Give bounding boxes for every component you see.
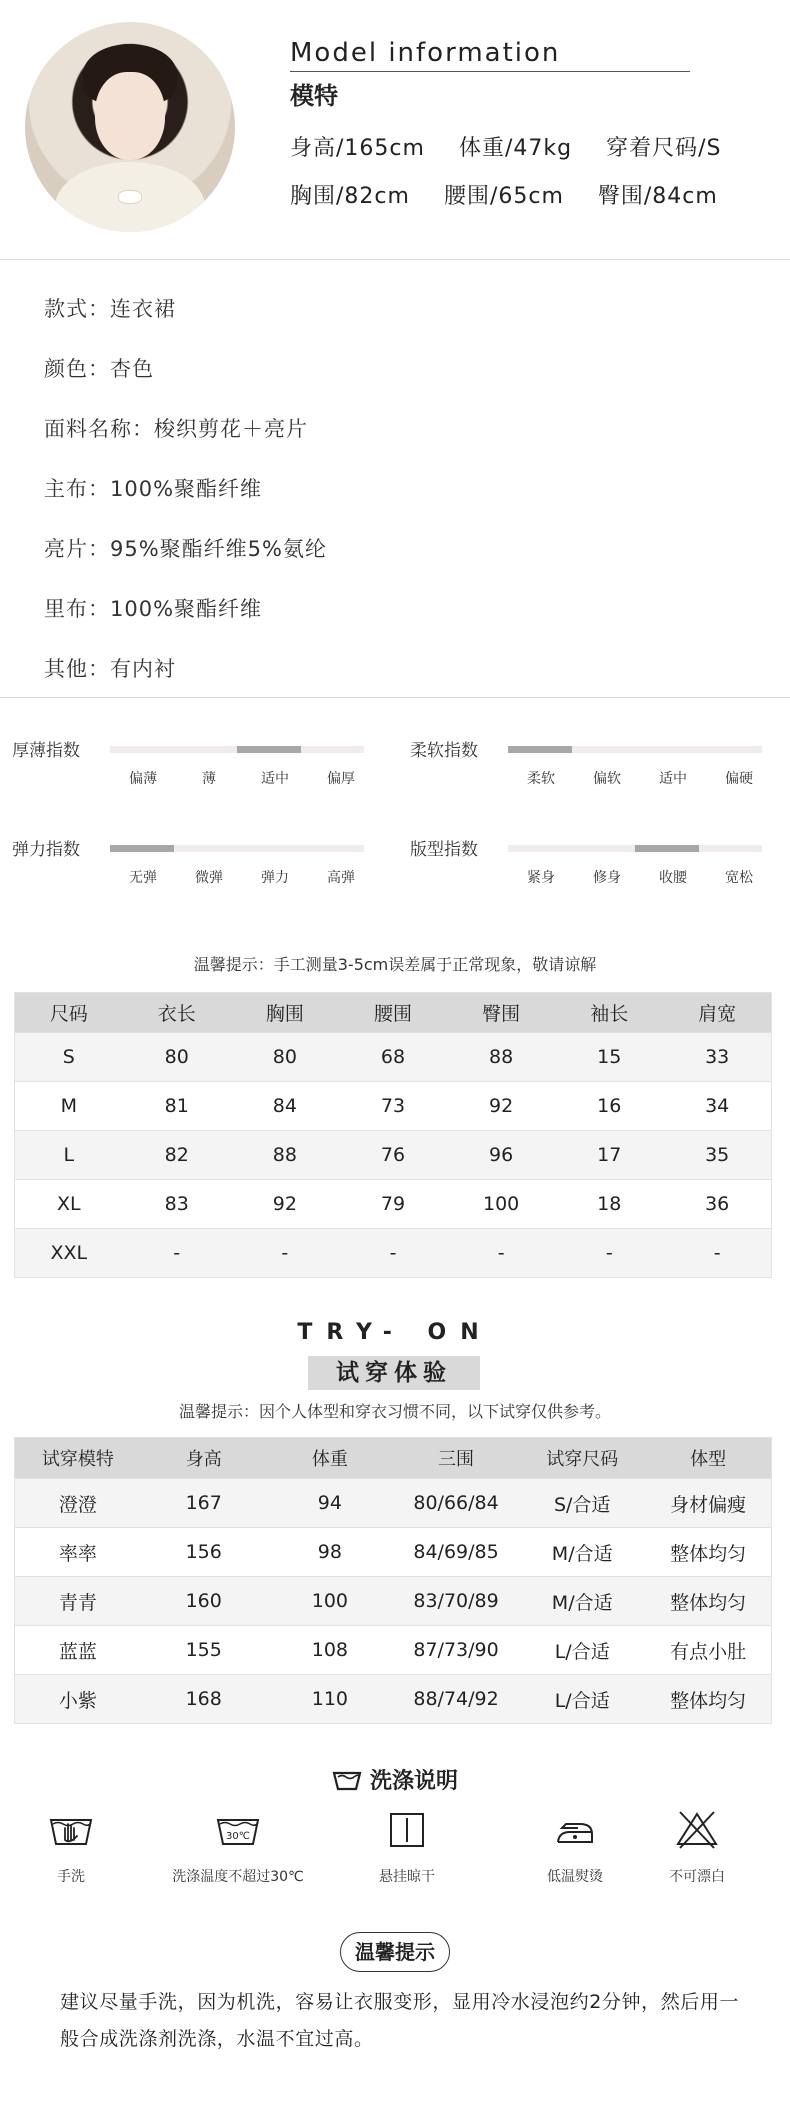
table-cell: XXL xyxy=(15,1229,123,1278)
table-cell: 88/74/92 xyxy=(393,1675,519,1724)
wash-30c-icon xyxy=(215,1810,261,1850)
table-cell: L/合适 xyxy=(519,1626,645,1675)
wash-title-label: 洗涤说明 xyxy=(369,1769,458,1794)
table-cell: 82 xyxy=(123,1131,231,1180)
spec-sequin: 亮片：95%聚酯纤维5%氨纶 xyxy=(44,537,327,561)
table-cell: 73 xyxy=(339,1082,447,1131)
spec-main-fabric: 主布：100%聚酯纤维 xyxy=(44,477,263,501)
index-tick: 微弹 xyxy=(195,870,223,886)
table-cell: 33 xyxy=(663,1033,771,1082)
column-header: 体重 xyxy=(267,1438,393,1479)
model-subtitle: 模特 xyxy=(290,82,338,110)
table-cell: 17 xyxy=(555,1131,663,1180)
index-label: 版型指数 xyxy=(410,840,478,860)
index-softness xyxy=(410,736,790,816)
table-row xyxy=(15,1479,772,1528)
index-tick: 偏硬 xyxy=(725,771,753,787)
tips-text: 建议尽量手洗，因为机洗，容易让衣服变形，显用冷水浸泡约2分钟，然后用一般合成洗涤剂洗涤，水温不宜过高。 xyxy=(60,1991,740,2050)
index-tick: 高弹 xyxy=(327,870,355,886)
table-row xyxy=(15,1131,772,1180)
index-fit xyxy=(410,835,790,915)
avatar-face xyxy=(95,72,165,160)
table-cell: 94 xyxy=(267,1479,393,1528)
column-header: 臀围 xyxy=(447,993,555,1033)
table-cell: M/合适 xyxy=(519,1528,645,1577)
wash-item xyxy=(322,1810,492,1886)
table-cell: 68 xyxy=(339,1033,447,1082)
wash-title xyxy=(0,1764,790,1795)
column-header: 胸围 xyxy=(231,993,339,1033)
index-track xyxy=(110,845,364,852)
model-title: Model information xyxy=(290,38,561,68)
table-cell: - xyxy=(663,1229,771,1278)
table-row xyxy=(15,1033,772,1082)
wash-item xyxy=(153,1810,323,1886)
table-cell: 156 xyxy=(141,1528,267,1577)
model-stats-row xyxy=(290,170,770,218)
table-cell: 35 xyxy=(663,1131,771,1180)
table-cell: 98 xyxy=(267,1528,393,1577)
table-cell: 168 xyxy=(141,1675,267,1724)
wash-temp-text: 30℃ xyxy=(226,1831,250,1842)
tips-title: 温馨提示 xyxy=(340,1932,450,1972)
table-cell: 155 xyxy=(141,1626,267,1675)
column-header: 衣长 xyxy=(123,993,231,1033)
index-label: 弹力指数 xyxy=(12,840,80,860)
index-ticks xyxy=(110,867,374,887)
table-cell: 76 xyxy=(339,1131,447,1180)
model-height: 身高/165cm xyxy=(290,135,425,161)
tryon-subtitle: 试穿体验 xyxy=(308,1356,480,1390)
table-cell: - xyxy=(123,1229,231,1278)
table-cell: 有点小肚 xyxy=(645,1626,771,1675)
model-section xyxy=(0,0,790,260)
model-waist: 腰围/65cm xyxy=(443,183,564,209)
table-cell: 80 xyxy=(123,1033,231,1082)
index-tick: 弹力 xyxy=(261,870,289,886)
table-cell: 蓝蓝 xyxy=(15,1626,141,1675)
model-bust: 胸围/82cm xyxy=(290,183,410,209)
table-cell: XL xyxy=(15,1180,123,1229)
index-tick: 适中 xyxy=(659,771,687,787)
table-cell: 108 xyxy=(267,1626,393,1675)
index-track xyxy=(508,845,762,852)
spec-style: 款式：连衣裙 xyxy=(44,297,176,321)
table-cell: 36 xyxy=(663,1180,771,1229)
index-ticks xyxy=(508,768,772,788)
spec-other: 其他：有内衬 xyxy=(44,657,176,681)
table-cell: 160 xyxy=(141,1577,267,1626)
column-header: 肩宽 xyxy=(663,993,771,1033)
table-row xyxy=(15,1675,772,1724)
wash-label: 手洗 xyxy=(57,1869,85,1885)
table-cell: 84 xyxy=(231,1082,339,1131)
index-marker xyxy=(237,746,301,753)
table-cell: 92 xyxy=(231,1180,339,1229)
table-cell: 整体均匀 xyxy=(645,1577,771,1626)
index-ticks xyxy=(110,768,374,788)
size-table-header xyxy=(15,993,772,1033)
table-row xyxy=(15,1180,772,1229)
table-cell: 100 xyxy=(267,1577,393,1626)
wash-label: 悬挂晾干 xyxy=(379,1869,435,1885)
index-label: 柔软指数 xyxy=(410,741,478,761)
table-cell: 87/73/90 xyxy=(393,1626,519,1675)
column-header: 腰围 xyxy=(339,993,447,1033)
index-elasticity xyxy=(12,835,392,915)
index-label: 厚薄指数 xyxy=(12,741,80,761)
table-row xyxy=(15,1082,772,1131)
section-divider xyxy=(0,259,790,260)
table-cell: 澄澄 xyxy=(15,1479,141,1528)
wash-icons-row xyxy=(0,1810,790,1890)
index-tick: 宽松 xyxy=(725,870,753,886)
index-track xyxy=(508,746,762,753)
column-header: 体型 xyxy=(645,1438,771,1479)
table-cell: 青青 xyxy=(15,1577,141,1626)
column-header: 三围 xyxy=(393,1438,519,1479)
index-tick: 适中 xyxy=(261,771,289,787)
index-tick: 紧身 xyxy=(527,870,555,886)
model-size: 穿着尺码/S xyxy=(606,135,722,161)
table-cell: 16 xyxy=(555,1082,663,1131)
wash-item xyxy=(0,1810,156,1886)
index-ticks xyxy=(508,867,772,887)
table-cell: - xyxy=(555,1229,663,1278)
table-cell: 110 xyxy=(267,1675,393,1724)
spec-list xyxy=(44,278,327,698)
column-header: 尺码 xyxy=(15,993,123,1033)
table-cell: 率率 xyxy=(15,1528,141,1577)
model-avatar xyxy=(25,22,235,232)
table-row xyxy=(15,1229,772,1278)
table-cell: 81 xyxy=(123,1082,231,1131)
index-tick: 无弹 xyxy=(129,870,157,886)
index-marker xyxy=(110,845,174,852)
table-row xyxy=(15,1528,772,1577)
table-row xyxy=(15,1577,772,1626)
spec-fabric: 面料名称：梭织剪花＋亮片 xyxy=(44,417,308,441)
index-thickness xyxy=(12,736,392,816)
wash-label: 洗涤温度不超过30℃ xyxy=(172,1869,304,1885)
table-cell: S/合适 xyxy=(519,1479,645,1528)
index-track xyxy=(110,746,364,753)
table-cell: 167 xyxy=(141,1479,267,1528)
tryon-table-header xyxy=(15,1438,772,1479)
model-stats xyxy=(290,122,770,218)
table-cell: 88 xyxy=(231,1131,339,1180)
table-cell: - xyxy=(447,1229,555,1278)
table-cell: S xyxy=(15,1033,123,1082)
index-marker xyxy=(508,746,572,753)
table-cell: 83/70/89 xyxy=(393,1577,519,1626)
hang-dry-icon xyxy=(384,1810,430,1850)
table-cell: 18 xyxy=(555,1180,663,1229)
column-header: 试穿尺码 xyxy=(519,1438,645,1479)
table-cell: - xyxy=(339,1229,447,1278)
table-cell: L xyxy=(15,1131,123,1180)
column-header: 试穿模特 xyxy=(15,1438,141,1479)
tryon-table xyxy=(14,1437,772,1724)
index-tick: 柔软 xyxy=(527,771,555,787)
table-cell: M xyxy=(15,1082,123,1131)
model-weight: 体重/47kg xyxy=(458,135,573,161)
table-cell: 80/66/84 xyxy=(393,1479,519,1528)
wash-label: 不可漂白 xyxy=(669,1869,725,1885)
model-stats-row xyxy=(290,122,770,170)
table-cell: 88 xyxy=(447,1033,555,1082)
table-row xyxy=(15,1626,772,1675)
model-title-underline xyxy=(290,71,690,72)
index-tick: 偏软 xyxy=(593,771,621,787)
table-cell: 100 xyxy=(447,1180,555,1229)
index-tick: 收腰 xyxy=(659,870,687,886)
table-cell: - xyxy=(231,1229,339,1278)
table-cell: L/合适 xyxy=(519,1675,645,1724)
table-cell: 身材偏瘦 xyxy=(645,1479,771,1528)
table-cell: 84/69/85 xyxy=(393,1528,519,1577)
avatar-bow xyxy=(118,190,142,204)
table-cell: 92 xyxy=(447,1082,555,1131)
table-cell: M/合适 xyxy=(519,1577,645,1626)
wash-label: 低温熨烫 xyxy=(547,1869,603,1885)
index-tick: 薄 xyxy=(202,771,216,787)
section-divider xyxy=(0,697,790,698)
index-tick: 偏厚 xyxy=(327,771,355,787)
table-cell: 15 xyxy=(555,1033,663,1082)
index-tick: 修身 xyxy=(593,870,621,886)
column-header: 袖长 xyxy=(555,993,663,1033)
table-cell: 83 xyxy=(123,1180,231,1229)
washbasin-icon xyxy=(332,1769,362,1791)
index-tick: 偏薄 xyxy=(129,771,157,787)
table-cell: 96 xyxy=(447,1131,555,1180)
table-cell: 34 xyxy=(663,1082,771,1131)
column-header: 身高 xyxy=(141,1438,267,1479)
size-note: 温馨提示：手工测量3-5cm误差属于正常现象，敬请谅解 xyxy=(193,955,597,974)
index-marker xyxy=(635,845,699,852)
model-hip: 臀围/84cm xyxy=(597,183,718,209)
table-cell: 80 xyxy=(231,1033,339,1082)
spec-lining: 里布：100%聚酯纤维 xyxy=(44,597,263,621)
tryon-note: 温馨提示：因个人体型和穿衣习惯不同，以下试穿仅供参考。 xyxy=(178,1402,611,1421)
wash-item xyxy=(612,1810,782,1886)
size-table xyxy=(14,992,772,1278)
low-iron-icon xyxy=(552,1810,598,1850)
table-cell: 整体均匀 xyxy=(645,1675,771,1724)
hand-wash-icon xyxy=(48,1810,94,1850)
tryon-title: TRY- ON xyxy=(297,1320,493,1345)
table-cell: 小紫 xyxy=(15,1675,141,1724)
table-cell: 整体均匀 xyxy=(645,1528,771,1577)
spec-color: 颜色：杏色 xyxy=(44,357,154,381)
no-bleach-icon xyxy=(674,1810,720,1850)
table-cell: 79 xyxy=(339,1180,447,1229)
